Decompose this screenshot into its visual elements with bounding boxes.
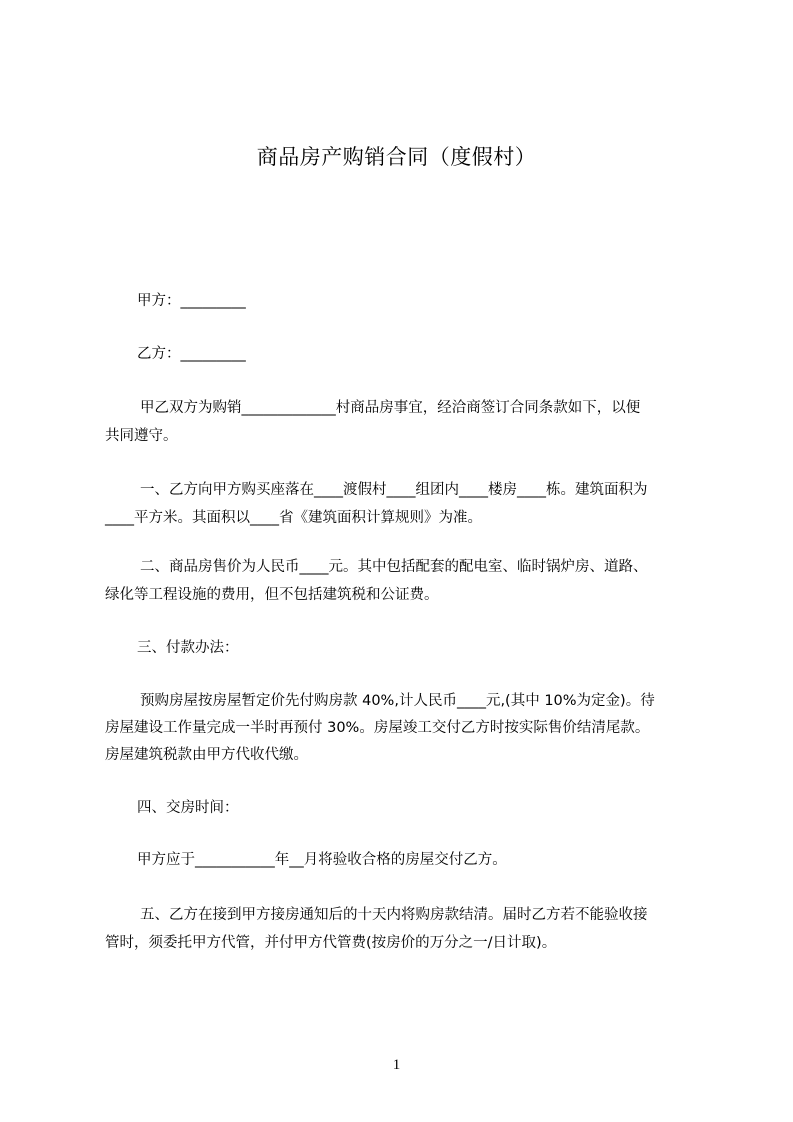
clause-1-line-2: ____平方米。其面积以____省《建筑面积计算规则》为准。 <box>105 510 482 526</box>
clause-2-line-1: 二、商品房售价为人民币____元。其中包括配套的配电室、临时锅炉房、道路、 <box>140 559 648 575</box>
document-title: 商品房产购销合同（度假村） <box>256 145 537 169</box>
intro-line-1: 甲乙双方为购销_____________村商品房事宜，经洽商签订合同条款如下，以便 <box>140 400 641 416</box>
page-number: 1 <box>392 1057 401 1073</box>
party-b-line: 乙方：_________ <box>137 346 246 362</box>
party-a-line: 甲方：_________ <box>137 293 246 309</box>
clause-4-heading: 四、交房时间： <box>137 800 239 816</box>
clause-3-line-1: 预购房屋按房屋暂定价先付购房款 40%,计人民币____元,(其中 10%为定金)。待 <box>140 693 655 709</box>
clause-3-line-3: 房屋建筑税款由甲方代收代缴。 <box>105 747 308 763</box>
clause-4-body: 甲方应于___________年__月将验收合格的房屋交付乙方。 <box>137 852 507 868</box>
clause-5-line-1: 五、乙方在接到甲方接房通知后的十天内将购房款结清。届时乙方若不能验收接 <box>140 907 648 923</box>
clause-1-line-1: 一、乙方向甲方购买座落在____渡假村____组团内____楼房____栋。建筑面积为 <box>140 482 648 498</box>
intro-line-2: 共同遵守。 <box>105 428 178 444</box>
clause-5-line-2: 管时，须委托甲方代管，并付甲方代管费(按房价的万分之一/日计取)。 <box>105 935 557 951</box>
clause-3-heading: 三、付款办法： <box>137 640 239 656</box>
clause-2-line-2: 绿化等工程设施的费用，但不包括建筑税和公证费。 <box>105 587 439 603</box>
clause-3-line-2: 房屋建设工作量完成一半时再预付 30%。房屋竣工交付乙方时按实际售价结清尾款。 <box>105 720 650 736</box>
